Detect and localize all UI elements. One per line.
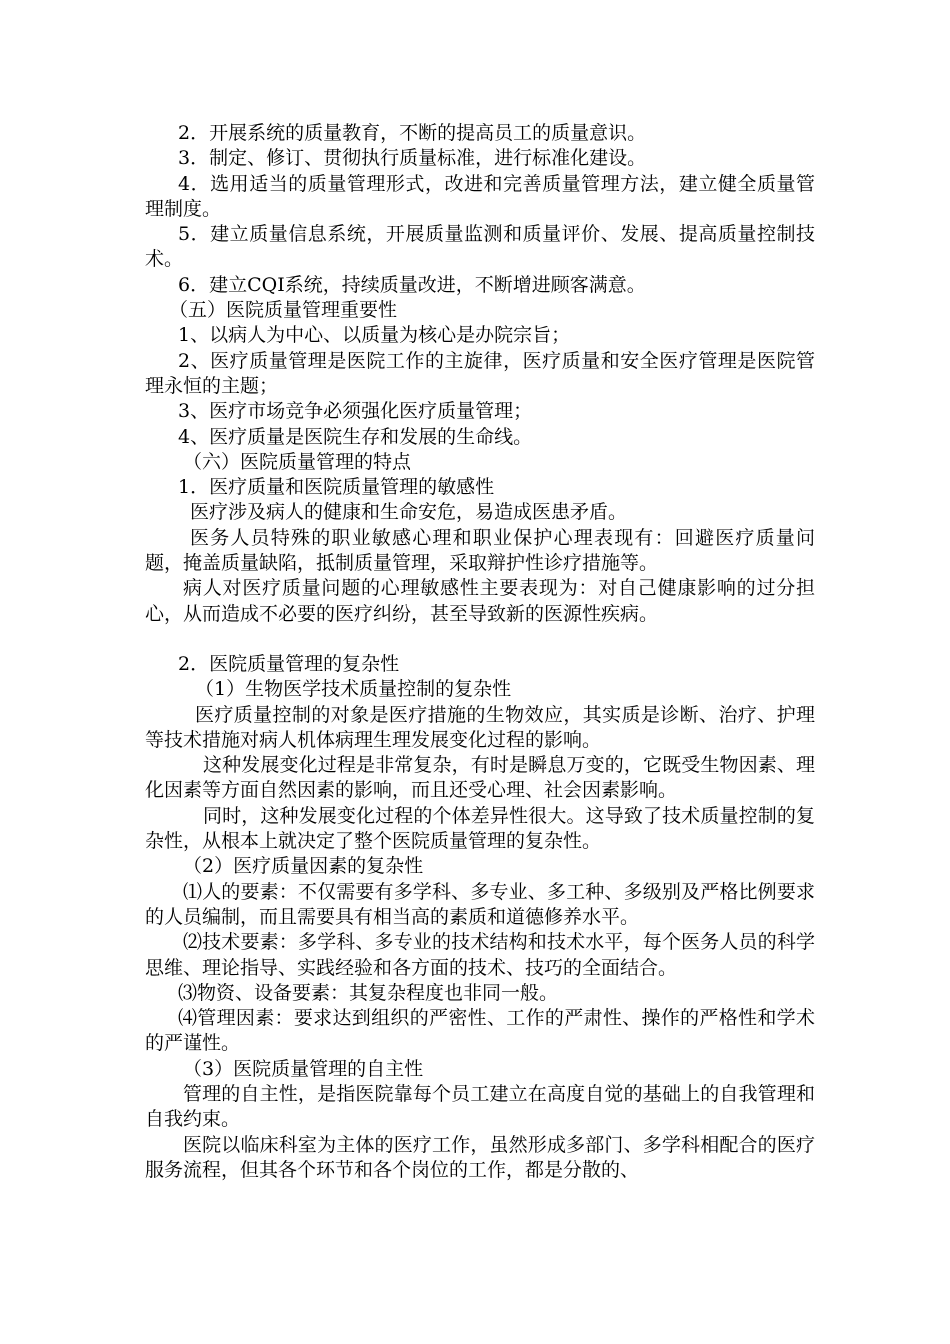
section-heading: （六）医院质量管理的特点 <box>183 450 412 473</box>
document-body <box>145 121 815 1183</box>
subsection-heading: 1．医疗质量和医院质量管理的敏感性 <box>178 476 495 499</box>
subsection-heading: （2）医疗质量因素的复杂性 <box>183 855 424 878</box>
paragraph: 医院以临床科室为主体的医疗工作，虽然形成多部门、多学科相配合的医疗服务流程，但其各个环节和各个岗位的工作，都是分散的、 <box>145 1133 815 1181</box>
paragraph: 6．建立CQI系统，持续质量改进，不断增进顾客满意。 <box>178 273 646 296</box>
blank-line <box>145 627 815 652</box>
paragraph: 管理的自主性，是指医院靠每个员工建立在高度自觉的基础上的自我管理和自我约束。 <box>145 1082 815 1131</box>
paragraph: ⑵技术要素：多学科、多专业的技术结构和技术水平，每个医务人员的科学思维、理论指导、实践经验和各方面的技术、技巧的全面结合。 <box>145 931 815 979</box>
subsection-heading: 2．医院质量管理的复杂性 <box>178 652 400 675</box>
paragraph: ⑷管理因素：要求达到组织的严密性、工作的严肃性、操作的严格性和学术的严谨性。 <box>145 1007 815 1055</box>
paragraph: 同时，这种发展变化过程的个体差异性很大。这导致了技术质量控制的复杂性，从根本上就决定了整个医院质量管理的复杂性。 <box>145 804 815 853</box>
paragraph: 5．建立质量信息系统，开展质量监测和质量评价、发展、提高质量控制技术。 <box>145 223 815 271</box>
paragraph: 这种发展变化过程是非常复杂，有时是瞬息万变的，它既受生物因素、理化因素等方面自然因素的影响，而且还受心理、社会因素影响。 <box>145 754 815 802</box>
paragraph: 医务人员特殊的职业敏感心理和职业保护心理表现有：回避医疗质量问题，掩盖质量缺陷，抵制质量管理，采取辩护性诊疗措施等。 <box>145 526 815 575</box>
paragraph: 4、医疗质量是医院生存和发展的生命线。 <box>178 425 533 448</box>
subsection-heading: （3）医院质量管理的自主性 <box>183 1057 424 1080</box>
subsection-heading: （1）生物医学技术质量控制的复杂性 <box>195 678 512 701</box>
paragraph: 3、医疗市场竞争必须强化医疗质量管理； <box>178 400 533 423</box>
paragraph: 医疗质量控制的对象是医疗措施的生物效应，其实质是诊断、治疗、护理等技术措施对病人机体病理生理发展变化过程的影响。 <box>145 703 815 751</box>
paragraph: 1、以病人为中心、以质量为核心是办院宗旨； <box>178 324 571 347</box>
paragraph: 2、医疗质量管理是医院工作的主旋律，医疗质量和安全医疗管理是医院管理永恒的主题； <box>145 349 815 397</box>
paragraph: ⑴人的要素：不仅需要有多学科、多专业、多工种、多级别及严格比例要求的人员编制，而且需要具有相当高的素质和道德修养水平。 <box>145 880 815 928</box>
paragraph: ⑶物资、设备要素：其复杂程度也非同一般。 <box>178 981 559 1004</box>
paragraph: 3．制定、修订、贯彻执行质量标准，进行标准化建设。 <box>178 147 647 170</box>
paragraph: 病人对医疗质量问题的心理敏感性主要表现为：对自己健康影响的过分担心，从而造成不必要的医疗纠纷，甚至导致新的医源性疾病。 <box>145 577 815 625</box>
paragraph: 4．选用适当的质量管理形式，改进和完善质量管理方法，建立健全质量管理制度。 <box>145 172 815 220</box>
section-heading: （五）医院质量管理重要性 <box>169 299 398 322</box>
paragraph: 医疗涉及病人的健康和生命安危，易造成医患矛盾。 <box>190 501 628 524</box>
paragraph: 2．开展系统的质量教育，不断的提高员工的质量意识。 <box>178 122 647 144</box>
